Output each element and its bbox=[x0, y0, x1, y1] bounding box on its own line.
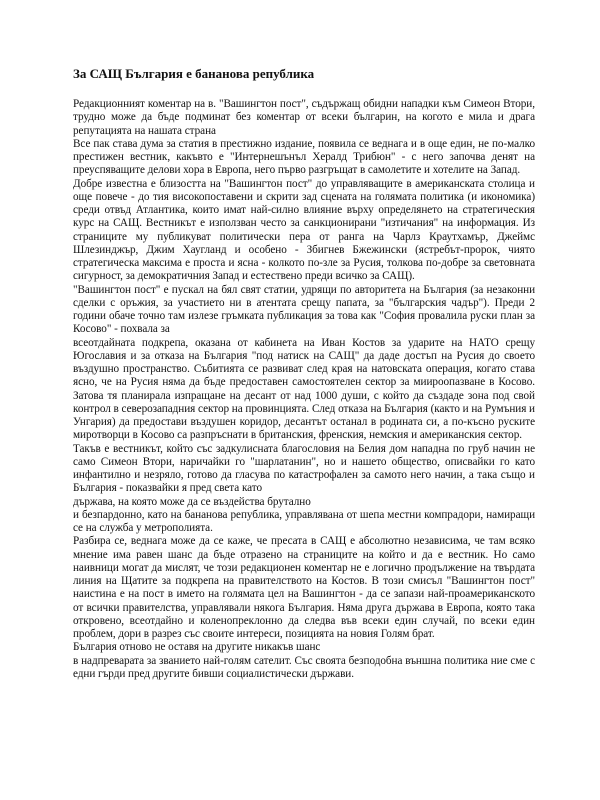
paragraph-11: в надпреварата за званието най-голям сателит. Със своята безподобна външна политика ние сме с едни гърди пред другите бивши социалистически държави. bbox=[73, 654, 535, 680]
article-title: За САЩ България е бананова република bbox=[73, 66, 315, 81]
paragraph-10: България отново не оставя на другите никакъв шанс bbox=[73, 641, 321, 654]
article bbox=[73, 66, 535, 681]
paragraph-3: Добре известна е близостта на "Вашингтон пост" до управляващите в американската столица и още повече - до тия високопоставени и скрити зад сцената на голямата политика (и икономика) среди отвъд Атлантика, които имат най-силно влияние върху определянето на стратегическия курс на САЩ. Вестникът е използван често за санкционирани "изтичания" на информация. Из страниците му публикуват политически пера от ранга на Чарлз Краутхамър, Джеймс Шлезинджър, Джим Хаугланд и особено - Збигнев Бжежински (ястребът-пророк, чиято стратегическа максима е проста и ясна - колкото по-зле за Русия, толкова по-добре за световната сигурност, за демократичния Запад и естествено преди всичко за САЩ). bbox=[73, 177, 535, 283]
paragraph-6: Такъв е вестникът, който със задкулисната благословия на Белия дом нападна по груб начин не само Симеон Втори, наричайки го "шарлатанин", но и нашето общество, описвайки го като инфантилно и незряло, готово да гласува по катастрофален за самото него начин, а така също и България - показвайки я пред света като bbox=[73, 442, 535, 495]
paragraph-9: Разбира се, веднага може да се каже, че пресата в САЩ е абсолютно независима, че там всяко мнение има равен шанс да бъде отразено на страниците на който и да е вестник. Но само наивници могат да мислят, че този редакционен коментар не е логично продължение на твърдата линия на Щатите за подкрепа на правителството на Костов. В този смисъл "Вашингтон пост" наистина е на пост в името на голямата цел на Вашингтон - да се запази най-проамериканското от всички правителства, управлявали някога България. Няма друга държава в Европа, която така откровено, всеотдайно и коленопреклонно да следва във всеки един случай, по всеки един проблем, дори в разрез със своите интереси, позицията на новия Голям брат. bbox=[73, 535, 535, 640]
paragraph-8: и безпардонно, като на бананова република, управлявана от шепа местни компрадори, намиращи се на служба у метрополията. bbox=[73, 508, 535, 534]
paragraph-7: държава, на която може да се въздейства брутално bbox=[73, 495, 311, 508]
paragraph-2: Все пак става дума за статия в престижно издание, появила се веднага и в още един, не по-малко престижен вестник, какъвто е "Интернешънъл Хералд Трибюн" - с него започва денят на преуспяващите делови хора в Европа, него първо разгръщат в самолетите и хотелите на Запад. bbox=[73, 137, 535, 177]
paragraph-1: Редакционният коментар на в. "Вашингтон пост", съдържащ обидни нападки към Симеон Втори, трудно може да бъде подминат без коментар от всеки българин, на когото е мила и драга репутацията на нашата страна bbox=[73, 98, 535, 137]
paragraph-4: "Вашингтон пост" е пускал на бял свят статии, удрящи по авторитета на България (за незаконни сделки с оръжия, за участието ни в атентата срещу папата, за "българския чадър"). Преди 2 години обаче точно там излезе гръмката публикация за това как "София провалила руски план за Косово" - похвала за bbox=[73, 283, 535, 336]
paragraph-5: всеотдайната подкрепа, оказана от кабинета на Иван Костов за ударите на НАТО срещу Югославия и за отказа на България "под натиск на САЩ" да даде достъп на Русия до своето въздушно пространство. Събитията се развиват след края на натовската операция, когато става ясно, че на Русия няма да бъде предоставен самостоятелен сектор за миироопазване в Косово. Затова тя планирала изпращане на десант от над 1000 души, с който да създаде зона под свой контрол в северозападния сектор на провинцията. След отказа на България (както и на Румъния и Унгария) да предостави въздушен коридор, десантът останал в родината си, а по-късно руските миротворци в Косово са разпръснати в британския, френския, немския и американския сектор. bbox=[73, 336, 535, 442]
